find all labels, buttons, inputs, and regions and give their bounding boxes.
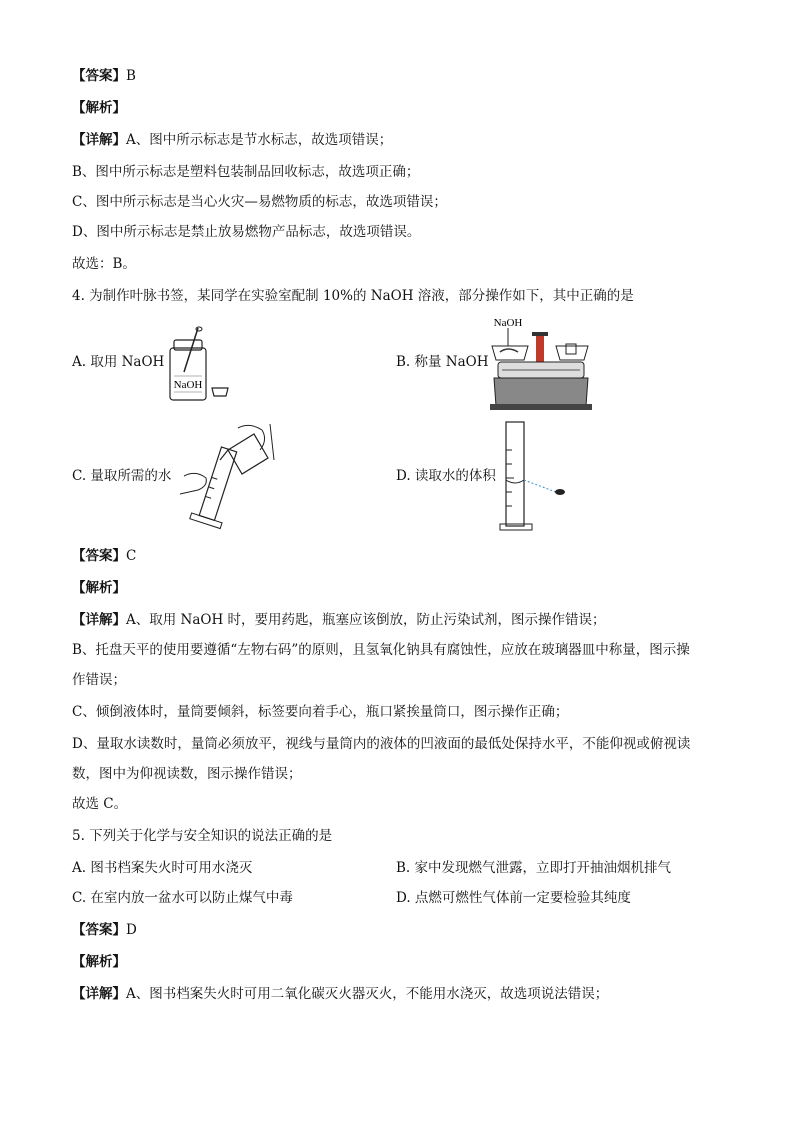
answer-value: B [126,68,136,84]
detail-tag: 【详解】 [72,132,126,148]
q4-detail-line-a [72,610,606,630]
option-d-label: D. 读取水的体积 [396,468,496,484]
detail-tag: 【详解】 [72,986,126,1002]
detail-text: A、图书档案失火时可用二氧化碳灭火器灭火，不能用水浇灭，故选项说法错误； [126,986,609,1002]
analysis-tag: 【解析】 [72,100,126,116]
figure-take-naoh [164,326,236,406]
q4-detail-line-b1: B、托盘天平的使用要遵循“左物右码”的原则，且氢氧化钠具有腐蚀性，应放在玻璃器皿中称量，图示操 [72,642,690,658]
option-c-label: C. 量取所需的水 [72,468,172,484]
figure-weigh-naoh [488,312,592,412]
q4-detail-line-b2: 作错误； [72,672,126,688]
q4-detail-line-c: C、倾倒液体时，量筒要倾斜，标签要向着手心，瓶口紧挨量筒口，图示操作正确； [72,704,569,720]
conclusion: 故选：B。 [72,256,136,272]
detail-text: A、取用 NaOH 时，要用药匙，瓶塞应该倒放，防止污染试剂，图示操作错误； [126,612,606,628]
answer-tag: 【答案】 [72,922,126,938]
option-b-label: B. 称量 NaOH [396,354,489,370]
q4-conclusion: 故选 C。 [72,796,128,812]
answer-tag: 【答案】 [72,548,126,564]
detail-text: A、图中所示标志是节水标志，故选项错误； [126,132,393,148]
figure-read-volume [498,420,572,534]
answer-line-q5 [72,920,137,940]
answer-line-q4 [72,546,136,566]
q4-detail-line-d1: D、量取水读数时，量筒必须放平，视线与量筒内的液体的凹液面的最低处保持水平，不能仰视或俯视读 [72,736,691,752]
option-a-label: A. 取用 NaOH [72,354,165,370]
q5-option-a: A. 图书档案失火时可用水浇灭 [72,860,253,876]
q5-option-d: D. 点燃可燃性气体前一定要检验其纯度 [396,890,631,906]
figure-measure-water [178,420,278,532]
detail-line-b: B、图中所示标志是塑料包装制品回收标志，故选项正确； [72,164,420,180]
detail-line-d: D、图中所示标志是禁止放易燃物产品标志，故选项错误。 [72,224,421,240]
answer-line-q3 [72,66,136,86]
analysis-tag: 【解析】 [72,580,126,596]
q5-detail-line-a [72,984,608,1004]
detail-tag: 【详解】 [72,612,126,628]
answer-tag: 【答案】 [72,68,126,84]
q4-detail-line-d2: 数，图中为仰视读数，图示操作错误； [72,766,302,782]
detail-line-c: C、图中所示标志是当心火灾—易燃物质的标志，故选项错误； [72,194,447,210]
answer-value: C [126,548,137,564]
figure-b-label: NaOH [493,317,523,329]
q5-option-b: B. 家中发现燃气泄露，立即打开抽油烟机排气 [396,860,672,876]
q5-option-c: C. 在室内放一盆水可以防止煤气中毒 [72,890,293,906]
question-4-stem: 4. 为制作叶脉书签，某同学在实验室配制 10%的 NaOH 溶液，部分操作如下，其中正确的是 [72,288,634,304]
answer-value: D [126,922,137,938]
analysis-tag: 【解析】 [72,954,126,970]
figure-a-label: NaOH [173,379,203,391]
detail-line-a [72,130,392,150]
question-5-stem: 5. 下列关于化学与安全知识的说法正确的是 [72,828,333,844]
